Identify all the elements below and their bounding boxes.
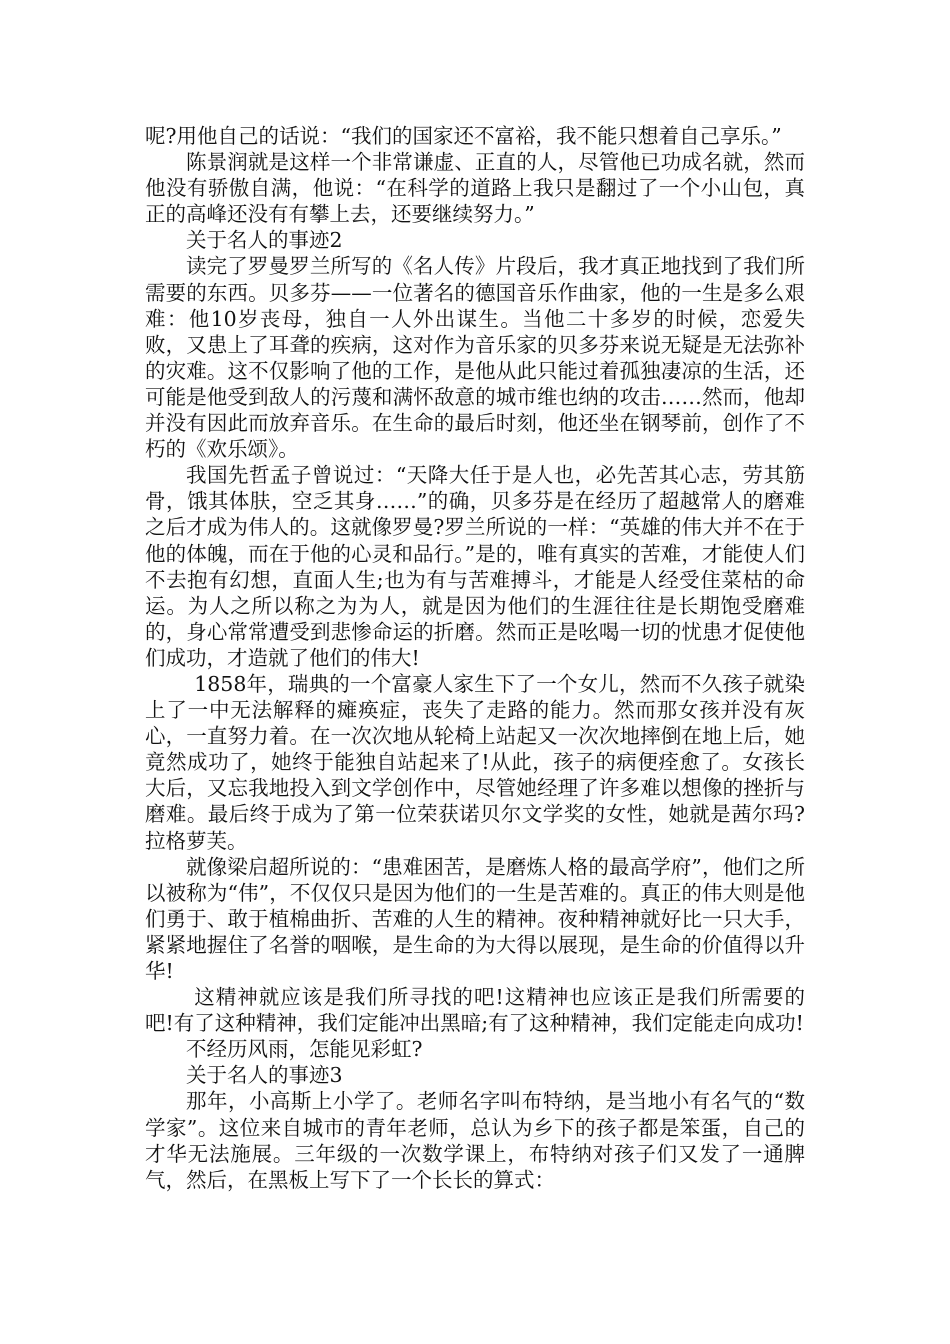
- body-paragraph: 这精神就应该是我们所寻找的吧!这精神也应该正是我们所需要的吧!有了这种精神，我们定能冲出黑暗;有了这种精神，我们定能走向成功!: [145, 985, 805, 1036]
- body-paragraph: 读完了罗曼罗兰所写的《名人传》片段后，我才真正地找到了我们所需要的东西。贝多芬——一位著名的德国音乐作曲家，他的一生是多么艰难：他10岁丧母，独自一人外出谋生。当他二十多岁的时候，恋爱失败，又患上了耳聋的疾病，这对作为音乐家的贝多芬来说无疑是无法弥补的灾难。这不仅影响了他的工作，是他从此只能过着孤独凄凉的生活，还可能是他受到敌人的污蔑和满怀敌意的城市维也纳的攻击……然而，他却并没有因此而放弃音乐。在生命的最后时刻，他还坐在钢琴前，创作了不朽的《欢乐颂》。: [145, 254, 805, 462]
- section-heading: 关于名人的事迹2: [186, 228, 343, 253]
- body-paragraph: 1858年，瑞典的一个富豪人家生下了一个女儿，然而不久孩子就染上了一中无法解释的瘫痪症，丧失了走路的能力。然而那女孩并没有灰心，一直努力着。在一次次地从轮椅上站起又一次次地摔倒在地上后，她竟然成功了，她终于能独自站起来了!从此，孩子的病便痊愈了。女孩长大后，又忘我地投入到文学创作中，尽管她经理了许多难以想像的挫折与磨难。最后终于成为了第一位荣获诺贝尔文学奖的女性，她就是茜尔玛?拉格萝芙。: [145, 671, 805, 853]
- body-paragraph: 呢?用他自己的话说：“我们的国家还不富裕，我不能只想着自己享乐。”: [145, 124, 782, 148]
- body-paragraph: 就像梁启超所说的：“患难困苦，是磨炼人格的最高学府”，他们之所以被称为“伟”，不仅仅只是因为他们的一生是苦难的。真正的伟大则是他们勇于、敢于植棉曲折、苦难的人生的精神。夜种精神就好比一只大手，紧紧地握住了名誉的咽喉，是生命的为大得以展现，是生命的价值得以升华!: [145, 854, 805, 983]
- body-paragraph: 那年，小高斯上小学了。老师名字叫布特纳，是当地小有名气的“数学家”。这位来自城市的青年老师，总认为乡下的孩子都是笨蛋，自己的才华无法施展。三年级的一次数学课上，布特纳对孩子们又发了一通脾气，然后，在黑板上写下了一个长长的算式：: [145, 1089, 805, 1192]
- document-page: [145, 123, 805, 1193]
- body-paragraph: 陈景润就是这样一个非常谦虚、正直的人，尽管他已功成名就，然而他没有骄傲自满，他说：“在科学的道路上我只是翻过了一个小山包，真正的高峰还没有有攀上去，还要继续努力。”: [145, 150, 805, 227]
- body-paragraph: 不经历风雨，怎能见彩虹?: [186, 1037, 423, 1062]
- body-paragraph: 我国先哲孟子曾说过：“天降大任于是人也，必先苦其心志，劳其筋骨，饿其体肤，空乏其身……”的确，贝多芬是在经历了超越常人的磨难之后才成为伟人的。这就像罗曼?罗兰所说的一样：“英雄的伟大并不在于他的体魄，而在于他的心灵和品行。”是的，唯有真实的苦难，才能使人们不去抱有幻想，直面人生;也为有与苦难搏斗，才能是人经受住菜枯的命运。为人之所以称之为为人，就是因为他们的生涯往往是长期饱受磨难的，身心常常遭受到悲惨命运的折磨。然而正是吆喝一切的忧患才促使他们成功，才造就了他们的伟大!: [145, 463, 805, 670]
- section-heading: 关于名人的事迹3: [186, 1063, 343, 1088]
